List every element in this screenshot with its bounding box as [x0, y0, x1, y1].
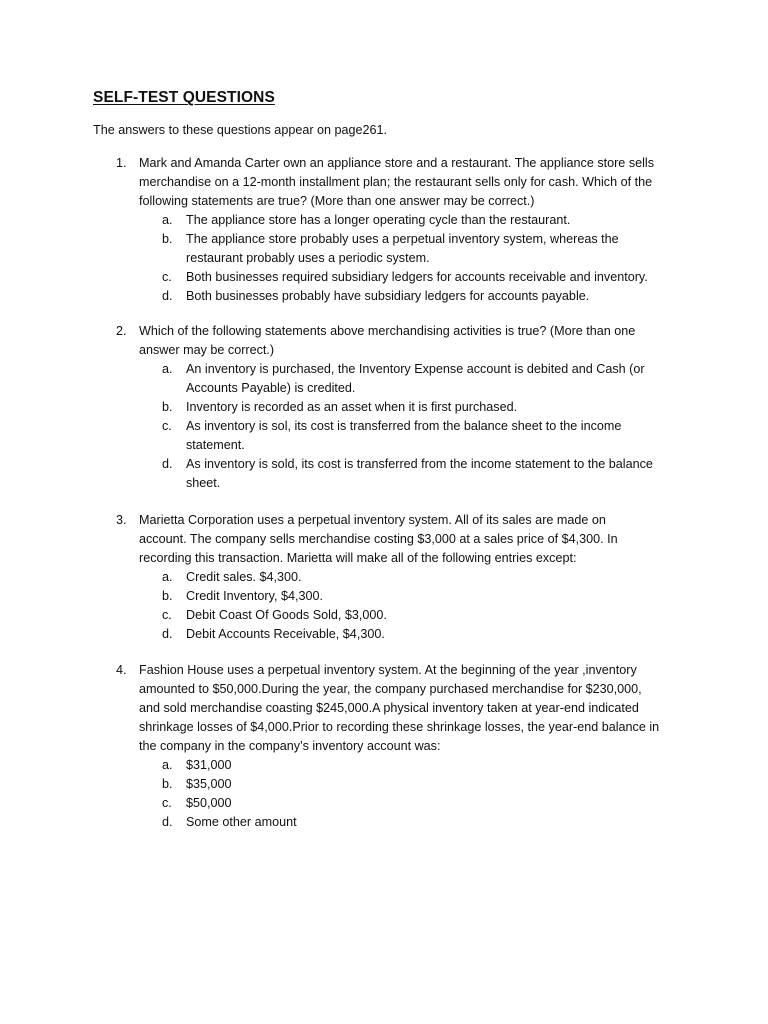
option-letter: d.	[162, 815, 173, 829]
option-letter: a.	[162, 213, 173, 227]
option-letter: c.	[162, 270, 172, 284]
question-text-line: account. The company sells merchandise costing $3,000 at a sales price of $4,300. In	[139, 532, 618, 546]
option-letter: c.	[162, 796, 172, 810]
option-letter: d.	[162, 289, 173, 303]
question-text-line: merchandise on a 12-month installment plan; the restaurant sells only for cash. Which of the	[139, 175, 653, 189]
question-text-line: recording this transaction. Marietta will make all of the following entries except:	[139, 551, 577, 565]
option-text-line: $50,000	[186, 796, 232, 810]
option-letter: d.	[162, 457, 173, 471]
option-text-line: sheet.	[186, 476, 221, 490]
option-text-line: Credit sales. $4,300.	[186, 570, 302, 584]
option-text-line: statement.	[186, 438, 245, 452]
question-text-line: the company in the company’s inventory account was:	[139, 739, 441, 753]
question-number: 2.	[116, 324, 127, 338]
question-text-line: Fashion House uses a perpetual inventory system. At the beginning of the year ,inventory	[139, 663, 637, 677]
option-text-line: $31,000	[186, 758, 232, 772]
option-text-line: Debit Coast Of Goods Sold, $3,000.	[186, 608, 387, 622]
question-text-line: following statements are true? (More than one answer may be correct.)	[139, 194, 535, 208]
option-text-line: Some other amount	[186, 815, 297, 829]
option-text-line: Both businesses probably have subsidiary ledgers for accounts payable.	[186, 289, 590, 303]
option-letter: b.	[162, 589, 173, 603]
option-letter: c.	[162, 608, 172, 622]
option-letter: a.	[162, 570, 173, 584]
option-text-line: Credit Inventory, $4,300.	[186, 589, 323, 603]
option-text-line: The appliance store has a longer operating cycle than the restaurant.	[186, 213, 571, 227]
option-text-line: As inventory is sold, its cost is transferred from the income statement to the balance	[186, 457, 653, 471]
question-number: 3.	[116, 513, 127, 527]
intro-text: The answers to these questions appear on page261.	[93, 123, 388, 137]
option-letter: b.	[162, 232, 173, 246]
question-text-line: answer may be correct.)	[139, 343, 275, 357]
option-text-line: $35,000	[186, 777, 232, 791]
option-text-line: Inventory is recorded as an asset when it is first purchased.	[186, 400, 518, 414]
question-text-line: and sold merchandise coasting $245,000.A physical inventory taken at year-end indicated	[139, 701, 639, 715]
question-number: 4.	[116, 663, 127, 677]
option-letter: a.	[162, 362, 173, 376]
option-letter: b.	[162, 777, 173, 791]
option-text-line: Both businesses required subsidiary ledgers for accounts receivable and inventory.	[186, 270, 648, 284]
option-text-line: The appliance store probably uses a perpetual inventory system, whereas the	[186, 232, 619, 246]
option-letter: c.	[162, 419, 172, 433]
option-text-line: As inventory is sol, its cost is transferred from the balance sheet to the income	[186, 419, 622, 433]
question-text-line: Which of the following statements above merchandising activities is true? (More than one	[139, 324, 636, 338]
option-text-line: restaurant probably uses a periodic system.	[186, 251, 430, 265]
question-number: 1.	[116, 156, 127, 170]
question-text-line: shrinkage losses of $4,000.Prior to recording these shrinkage losses, the year-end balance in	[139, 720, 660, 734]
page-title: SELF-TEST QUESTIONS	[93, 89, 275, 106]
question-text-line: amounted to $50,000.During the year, the company purchased merchandise for $230,000,	[139, 682, 642, 696]
question-text-line: Marietta Corporation uses a perpetual inventory system. All of its sales are made on	[139, 513, 606, 527]
option-letter: d.	[162, 627, 173, 641]
option-text-line: Accounts Payable) is credited.	[186, 381, 356, 395]
option-letter: a.	[162, 758, 173, 772]
option-text-line: An inventory is purchased, the Inventory Expense account is debited and Cash (or	[186, 362, 645, 376]
question-text-line: Mark and Amanda Carter own an appliance store and a restaurant. The appliance store sells	[139, 156, 655, 170]
option-text-line: Debit Accounts Receivable, $4,300.	[186, 627, 385, 641]
option-letter: b.	[162, 400, 173, 414]
